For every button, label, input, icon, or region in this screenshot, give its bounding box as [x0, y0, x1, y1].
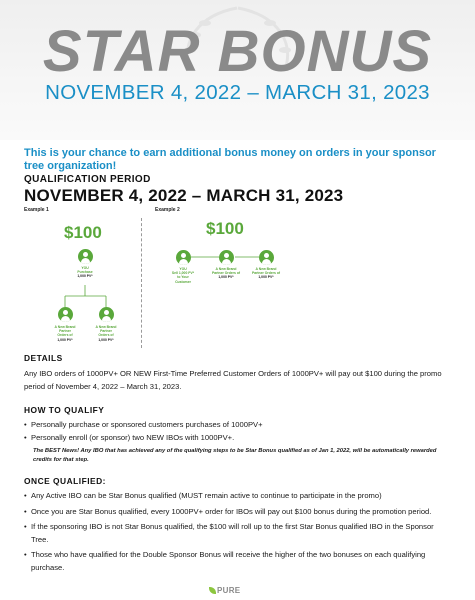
- qualification-period-label: QUALIFICATION PERIOD: [24, 174, 151, 185]
- example-2-you-line4: Customer: [175, 279, 191, 284]
- example-2-right-pv: 1,000 PV*: [258, 275, 274, 280]
- list-item-text: Personally purchase or sponsored customers purchases of 1000PV+: [31, 420, 263, 429]
- example-1-right-partner-icon: [99, 307, 114, 322]
- example-2-right-line1: A New Brand: [255, 267, 277, 271]
- leaf-icon: [209, 587, 216, 594]
- example-2-you-line3: to Your: [177, 275, 189, 280]
- list-item-text: Those who have qualified for the Double Sponsor Bonus will receive the higher of the two bonuses on each qualifying purchase.: [31, 550, 426, 572]
- list-item-text: Any Active IBO can be Star Bonus qualified (MUST remain active to continue to participate in the promo): [31, 491, 382, 500]
- list-item: • Once you are Star Bonus qualified, every 1000PV+ order for IBOs will pay out $100 bonus during the promotion period.: [24, 506, 432, 516]
- example-1-you-line2: Purchase: [77, 270, 93, 275]
- once-qualified-title: ONCE QUALIFIED:: [24, 476, 106, 486]
- example-1-right-partner-label: [85, 325, 127, 342]
- example-2-you-icon: [176, 250, 191, 265]
- example-2-right-partner-label: [245, 267, 287, 280]
- example-1-right-pv: 1,000 PV*: [98, 337, 114, 342]
- example-2-middle-partner-icon: [219, 250, 234, 265]
- qualification-period-dates: NOVEMBER 4, 2022 – MARCH 31, 2023: [24, 186, 344, 205]
- example-1-right-line1: A New Brand: [95, 325, 117, 329]
- list-item: • Personally purchase or sponsored customers purchases of 1000PV+: [24, 420, 263, 429]
- banner-title: STAR BONUS: [42, 19, 433, 84]
- example-1-left-pv: 1,000 PV*: [57, 337, 73, 342]
- list-item: • Personally enroll (or sponsor) two NEW IBOs with 1000PV+.: [24, 432, 235, 442]
- list-item: • Those who have qualified for the Double Sponsor Bonus will receive the higher of the two bonuses on each qualifying purchase.: [24, 550, 426, 572]
- intro-text: This is your chance to earn additional bonus money on orders in your sponsor tree organization!: [24, 147, 436, 172]
- example-1-you-label: [64, 266, 106, 279]
- example-2-middle-line1: A New Brand: [215, 267, 237, 271]
- example-1-you-name: YOU: [81, 266, 89, 270]
- example-1-right-line2: Partner: [100, 329, 112, 334]
- example-1-left-partner-label: [44, 325, 86, 342]
- example-2-you-name: YOU: [179, 267, 187, 271]
- example-1-left-partner-icon: [58, 307, 73, 322]
- example-1-left-line2: Partner: [59, 329, 71, 334]
- example-2-label: Example 2: [155, 207, 180, 213]
- example-2-middle-pv: 1,000 PV*: [218, 275, 234, 280]
- brand-name: PURE: [217, 585, 241, 595]
- banner-dates: NOVEMBER 4, 2022 – MARCH 31, 2023: [45, 81, 430, 104]
- details-text: Any IBO orders of 1000PV+ OR NEW First-Time Preferred Customer Orders of 1000PV+ will pay out $100 during the promo period of November 4, 2022 – March 31, 2023.: [24, 369, 442, 391]
- example-1-label: Example 1: [24, 207, 49, 213]
- once-qualified-list: [24, 490, 452, 575]
- example-2-right-line2: Partner Orders of: [251, 271, 281, 276]
- example-2-middle-line2: Partner Orders of: [211, 271, 241, 276]
- qualify-note: The BEST News! Any IBO that has achieved any of the qualifying steps to be Star Bonus qualified as of Jan 1, 2022, will be automatically rewarded credits for that step.: [33, 448, 437, 463]
- example-1-you-pv: 1,000 PV*: [77, 274, 93, 279]
- list-item: • If the sponsoring IBO is not Star Bonus qualified, the $100 will roll up to the first Star Bonus qualified IBO in the Sponsor Tree.: [24, 522, 434, 544]
- how-to-qualify-title: HOW TO QUALIFY: [24, 405, 105, 415]
- example-1-left-line3: Orders of: [57, 333, 73, 338]
- pure-logo: [209, 584, 240, 596]
- how-to-qualify-list: [24, 419, 452, 444]
- examples-divider: [141, 218, 142, 348]
- example-1-you-icon: [78, 249, 93, 264]
- example-1-right-line3: Orders of: [98, 333, 114, 338]
- list-item-text: If the sponsoring IBO is not Star Bonus qualified, the $100 will roll up to the first Star Bonus qualified IBO in the Sponsor Tree.: [31, 522, 434, 544]
- example-2-amount: $100: [206, 219, 244, 238]
- example-2-right-partner-icon: [259, 250, 274, 265]
- list-item: • Any Active IBO can be Star Bonus qualified (MUST remain active to continue to participate in the promo): [24, 491, 382, 500]
- details-title: DETAILS: [24, 353, 63, 363]
- example-2-you-label: [162, 267, 204, 284]
- list-item-text: Personally enroll (or sponsor) two NEW IBOs with 1000PV+.: [31, 432, 235, 442]
- example-1-amount: $100: [64, 223, 102, 242]
- example-1-left-line1: A New Brand: [54, 325, 76, 329]
- example-2-you-line2: Sell 1,000 PV*: [171, 271, 195, 276]
- example-2-middle-partner-label: [205, 267, 247, 280]
- list-item-text: Once you are Star Bonus qualified, every 1000PV+ order for IBOs will pay out $100 bonus during the promotion period.: [31, 506, 432, 516]
